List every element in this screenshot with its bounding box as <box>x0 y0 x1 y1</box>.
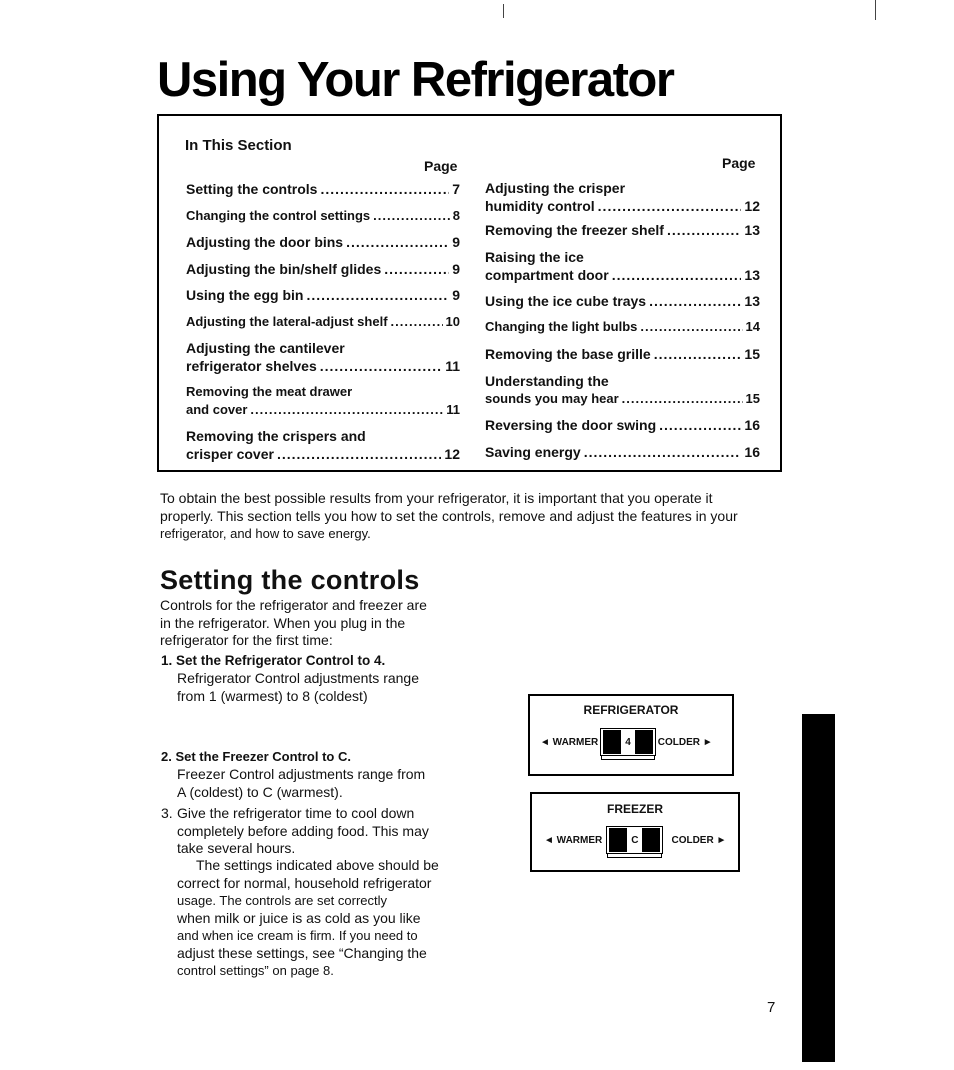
toc-entry[interactable]: Adjusting the bin/shelf glides ..... 9 <box>186 260 460 278</box>
toc-left-page-label: Page <box>424 158 458 174</box>
step-1-title: 1. Set the Refrigerator Control to 4. <box>161 653 386 668</box>
step-1-body: Refrigerator Control adjustments range from 1 (warmest) to 8 (coldest) <box>177 670 420 704</box>
dial-knob-left <box>609 828 627 852</box>
settings-note: The settings indicated above should be correct for normal, household refrigerator usage. The controls are set correctly when milk or juice is as cold as you like and when ice cream is firm. If you need to adjust these settings, see “Changing the control settings” on page 8. <box>177 857 439 978</box>
toc-entry[interactable]: Adjusting the lateral-adjust shelf ..... 10 <box>186 313 460 331</box>
toc-entry[interactable]: Raising the ice compartment door ..... 13 <box>485 248 760 284</box>
freezer-control-dial[interactable] <box>606 826 663 854</box>
section-lead: Controls for the refrigerator and freezer are in the refrigerator. When you plug in the refrigerator for the first time: <box>160 597 427 648</box>
colder-label: COLDER ► <box>657 736 713 748</box>
toc-entry[interactable]: Changing the light bulbs ..... 14 <box>485 318 760 336</box>
toc-box <box>157 114 782 472</box>
toc-entry[interactable]: Adjusting the cantilever refrigerator shelves ..... 11 <box>186 339 460 375</box>
toc-entry[interactable]: Removing the freezer shelf ..... 13 <box>485 221 760 239</box>
toc-heading: In This Section <box>185 137 292 154</box>
refrigerator-panel-title: REFRIGERATOR <box>583 703 679 717</box>
step-3-number: 3. <box>161 805 173 821</box>
toc-entry[interactable]: Setting the controls ..... 7 <box>186 180 460 198</box>
toc-entry[interactable]: Removing the meat drawer and cover ..... 11 <box>186 383 460 419</box>
step-2-body: Freezer Control adjustments range from A (coldest) to C (warmest). <box>177 766 426 800</box>
warmer-label: ◄ WARMER <box>540 736 599 748</box>
toc-entry[interactable]: Changing the control settings ..... 8 <box>186 207 460 225</box>
toc-right-page-label: Page <box>722 155 756 171</box>
toc-entry[interactable]: Saving energy ..... 16 <box>485 443 760 461</box>
colder-label: COLDER ► <box>671 834 727 846</box>
refrigerator-control-panel <box>528 694 734 776</box>
dial-knob-right <box>642 828 660 852</box>
toc-entry[interactable]: Using the egg bin ..... 9 <box>186 286 460 304</box>
freezer-panel-title: FREEZER <box>606 802 663 816</box>
toc-entry[interactable]: Removing the crispers and crisper cover ..... 12 <box>186 427 460 463</box>
warmer-label: ◄ WARMER <box>544 834 603 846</box>
section-title: Setting the controls <box>160 565 420 595</box>
toc-entry[interactable]: Understanding the sounds you may hear ..... 15 <box>485 372 760 408</box>
toc-entry[interactable]: Adjusting the door bins ..... 9 <box>186 233 460 251</box>
toc-entry[interactable]: Reversing the door swing ..... 16 <box>485 416 760 434</box>
freezer-control-panel <box>530 792 740 872</box>
toc-entry[interactable]: Adjusting the crisper humidity control ..... 12 <box>485 179 760 215</box>
step-2-title: 2. Set the Freezer Control to C. <box>161 749 351 764</box>
scan-mark-right <box>875 0 876 20</box>
toc-entry[interactable]: Using the ice cube trays ..... 13 <box>485 292 760 310</box>
intro-paragraph: To obtain the best possible results from your refrigerator, it is important that you operate it properly. This section tells you how to set the controls, remove and adjust the features in your refrigerator, and how to save energy. <box>160 490 738 541</box>
refrigerator-control-dial[interactable] <box>600 728 656 756</box>
step-3-body: Give the refrigerator time to cool down completely before adding food. This may take several hours. <box>177 805 429 856</box>
refrigerator-setting-value: 4 <box>625 736 631 748</box>
scan-mark-left <box>503 4 504 18</box>
freezer-setting-value: C <box>631 834 639 846</box>
page-title: Using Your Refrigerator <box>157 53 674 107</box>
section-tab-marker <box>802 714 835 1062</box>
toc-entry[interactable]: Removing the base grille ..... 15 <box>485 345 760 363</box>
dial-knob-left <box>603 730 621 754</box>
dial-knob-right <box>635 730 653 754</box>
page-number: 7 <box>767 999 776 1016</box>
